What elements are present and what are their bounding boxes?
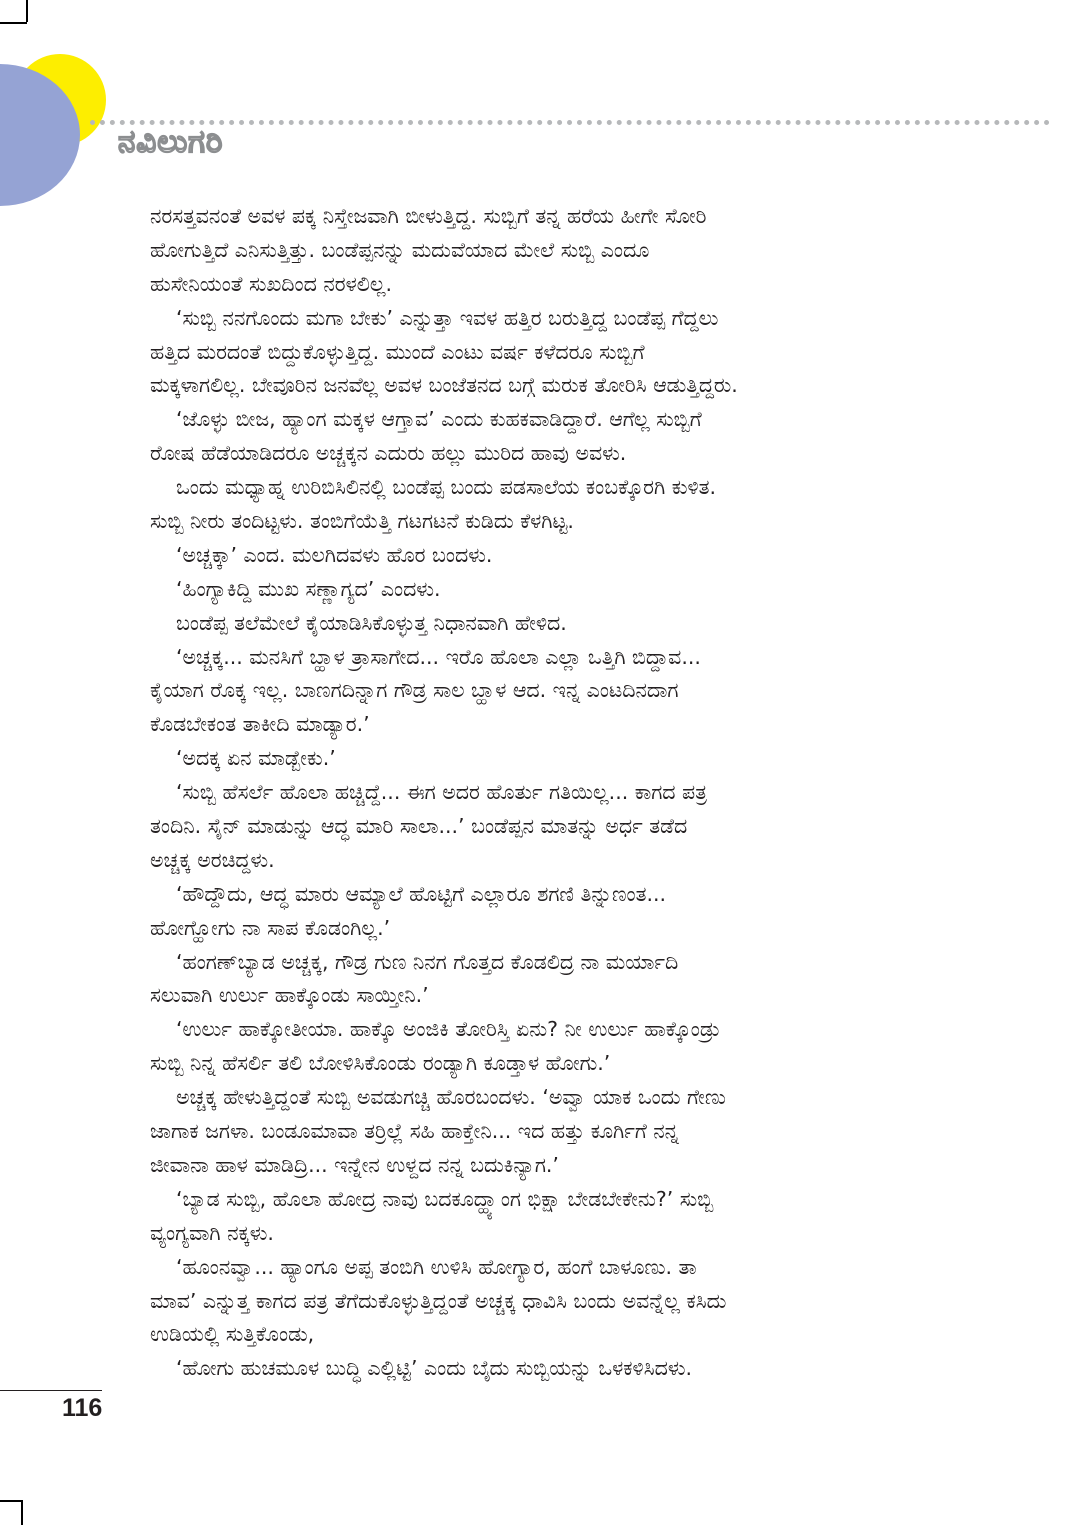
body-line: ಕೈಯಾಗ ರೊಕ್ಕ ಇಲ್ಲ. ಬಾಣಗದಿನ್ನಾಗ ಗೌಡ್ರ ಸಾಲ ಬ್ಹಾಳ ಆದ. ಇನ್ನ ಎಂಟದಿನದಾಗ — [150, 678, 679, 703]
body-text — [150, 200, 890, 1386]
body-line: ಸುಬ್ಬಿ ನಿನ್ನ ಹೆಸರ್ಲಿ ತಲಿ ಬೋಳಿಸಿಕೊಂಡು ರಂಡ್ಯಾಗಿ ಕೂಡ್ತಾಳ ಹೋಗು.’ — [150, 1051, 611, 1076]
body-line: ವ್ಯಂಗ್ಯವಾಗಿ ನಕ್ಕಳು. — [150, 1220, 274, 1245]
body-line: ‘ಹಿಂಗ್ಯಾಕಿದ್ದಿ ಮುಖ ಸಣ್ಣಾಗ್ಯದ’ ಎಂದಳು. — [176, 576, 441, 601]
header-dotted-rule — [90, 120, 1050, 125]
body-line: ‘ಹಂಗಣ್‌ಬ್ಯಾಡ ಅಚ್ಚಕ್ಕ, ಗೌಡ್ರ ಗುಣ ನಿನಗ ಗೊತ್ತದ ಕೊಡಲಿದ್ರ ನಾ ಮರ್ಯಾದಿ — [176, 949, 679, 974]
body-line: ಜಾಗಾಕ ಜಗಳಾ. ಬಂಡೂಮಾವಾ ತರ್ರಿಲ್ಲೆ ಸಹಿ ಹಾಕ್ತೇನಿ... ಇದ ಹತ್ತು ಕೂರ್ಗಿಗೆ ನನ್ನ — [150, 1119, 679, 1144]
body-line: ಉಡಿಯಲ್ಲಿ ಸುತ್ತಿಕೊಂಡು, — [150, 1322, 315, 1347]
body-line: ‘ಅಚ್ಚಕ್ಕ... ಮನಸಿಗೆ ಬ್ಹಾಳ ತ್ರಾಸಾಗೇದ... ಇರೊ ಹೊಲಾ ಎಲ್ಲಾ ಒತ್ತಿಗಿ ಬಿದ್ದಾವ... — [176, 644, 701, 669]
body-line: ಕೊಡಬೇಕಂತ ತಾಕೀದಿ ಮಾಡ್ಯಾರ.’ — [150, 712, 370, 737]
body-line: ‘ಹೌದ್ದೌದು, ಆದ್ಧ ಮಾರು ಆಮ್ಯಾಲೆ ಹೊಟ್ಟಿಗೆ ಎಲ್ಲಾರೂ ಶಗಣಿ ತಿನ್ನುಣಂತ... — [176, 881, 667, 906]
body-line: ‘ಹೂಂನವ್ವಾ... ಹ್ಯಾಂಗೂ ಅಪ್ಪ ತಂಬಿಗಿ ಉಳಿಸಿ ಹೋಗ್ಯಾರ, ಹಂಗೆ ಬಾಳೂಣು. ತಾ — [176, 1254, 697, 1279]
body-line: ‘ಜೊಳ್ಳು ಬೀಜ, ಹ್ಯಾಂಗ ಮಕ್ಕಳ ಆಗ್ತಾವ’ ಎಂದು ಕುಹಕವಾಡಿದ್ದಾರೆ. ಆಗೆಲ್ಲ ಸುಬ್ಬಿಗೆ — [176, 407, 702, 432]
body-line: ರೋಷ ಹೆಡೆಯಾಡಿದರೂ ಅಚ್ಚಕ್ಕನ ಎದುರು ಹಲ್ಲು ಮುರಿದ ಹಾವು ಅವಳು. — [150, 441, 627, 466]
body-line: ನರಸತ್ತವನಂತೆ ಅವಳ ಪಕ್ಕ ನಿಸ್ತೇಜವಾಗಿ ಬೀಳುತ್ತಿದ್ದ. ಸುಬ್ಬಿಗೆ ತನ್ನ ಹರೆಯ ಹೀಗೇ ಸೋರಿ — [150, 204, 707, 228]
body-line: ಅಚ್ಚಕ್ಕ ಹೇಳುತ್ತಿದ್ದಂತೆ ಸುಬ್ಬಿ ಅವಡುಗಚ್ಚಿ ಹೊರಬಂದಳು. ‘ಅವ್ವಾ ಯಾಕ ಒಂದು ಗೇಣು — [176, 1085, 726, 1110]
body-line: ಹುಸೇನಿಯಂತೆ ಸುಖದಿಂದ ನರಳಲಿಲ್ಲ. — [150, 271, 393, 296]
body-line: ಹತ್ತಿದ ಮರದಂತೆ ಬಿದ್ದುಕೊಳ್ಳುತ್ತಿದ್ದ. ಮುಂದೆ ಎಂಟು ವರ್ಷ ಕಳೆದರೂ ಸುಬ್ಬಿಗೆ — [150, 339, 645, 364]
body-line: ‘ಸುಬ್ಬಿ ನನಗೊಂದು ಮಗಾ ಬೇಕು’ ಎನ್ನುತ್ತಾ ಇವಳ ಹತ್ತಿರ ಬರುತ್ತಿದ್ದ ಬಂಡೆಪ್ಪ ಗೆದ್ದಲು — [176, 305, 719, 330]
page-number-rule — [0, 1390, 102, 1391]
body-line: ‘ಸುಬ್ಬಿ ಹೆಸರ್ಲೆ ಹೊಲಾ ಹಚ್ಚಿದ್ದೆ... ಈಗ ಅದರ ಹೊರ್ತು ಗತಿಯಿಲ್ಲ... ಕಾಗದ ಪತ್ರ — [176, 780, 707, 805]
crop-mark-bottom-left-horizontal — [0, 1500, 22, 1502]
body-line: ಮಕ್ಕಳಾಗಲಿಲ್ಲ. ಬೇವೂರಿನ ಜನವೆಲ್ಲ ಅವಳ ಬಂಜೆತನದ ಬಗ್ಗೆ ಮರುಕ ತೋರಿಸಿ ಆಡುತ್ತಿದ್ದರು. — [150, 373, 738, 398]
body-line: ಮಾವ’ ಎನ್ನುತ್ತ ಕಾಗದ ಪತ್ರ ತೆಗೆದುಕೊಳ್ಳುತ್ತಿದ್ದಂತೆ ಅಚ್ಚಕ್ಕ ಧಾವಿಸಿ ಬಂದು ಅವನ್ನೆಲ್ಲ ಕಸಿದು — [150, 1288, 727, 1313]
body-line: ಅಚ್ಚಕ್ಕ ಅರಚಿದ್ದಳು. — [150, 847, 275, 872]
body-line: ‘ಬ್ಯಾಡ ಸುಬ್ಬಿ, ಹೊಲಾ ಹೋದ್ರ ನಾವು ಬದಕೂದ್ಹ್ಯಾಂಗ ಭಿಕ್ಷಾ ಬೇಡಬೇಕೇನು?’ ಸುಬ್ಬಿ — [176, 1186, 714, 1211]
body-line: ‘ಅಚ್ಚಕ್ಕಾ’ ಎಂದ. ಮಲಗಿದವಳು ಹೊರ ಬಂದಳು. — [176, 542, 493, 567]
body-line: ‘ಅದಕ್ಕ ಏನ ಮಾಡ್ಬೇಕು.’ — [176, 746, 336, 771]
body-line: ಹೋಗ್ಹೋಗು ನಾ ಸಾಪ ಕೊಡಂಗಿಲ್ಲ.’ — [150, 915, 391, 940]
crop-mark-bottom-left-vertical — [21, 1500, 23, 1525]
body-line: ‘ಹೋಗು ಹುಚಮೂಳ ಬುದ್ಧಿ ಎಲ್ಲಿಟ್ಟಿ’ ಎಂದು ಬೈದು ಸುಬ್ಬಿಯನ್ನು ಒಳಕಳಿಸಿದಳು. — [176, 1356, 692, 1381]
body-line: ತಂದಿನಿ. ಸೈನ್ ಮಾಡುನ್ನು ಆದ್ಧ ಮಾರಿ ಸಾಲಾ...’ ಬಂಡೆಪ್ಪನ ಮಾತನ್ನು ಅರ್ಧ ತಡೆದ — [150, 814, 688, 839]
body-line: ಜೀವಾನಾ ಹಾಳ ಮಾಡಿದ್ರಿ... ಇನ್ನೇನ ಉಳ್ದದ ನನ್ನ ಬದುಕಿನ್ಯಾಗ.’ — [150, 1152, 559, 1177]
body-line: ಹೋಗುತ್ತಿದೆ ಎನಿಸುತ್ತಿತ್ತು. ಬಂಡೆಪ್ಪನನ್ನು ಮದುವೆಯಾದ ಮೇಲೆ ಸುಬ್ಬಿ ಎಂದೂ — [150, 237, 650, 262]
crop-mark-top-left-horizontal — [0, 22, 27, 24]
body-line: ‘ಉರ್ಲು ಹಾಕ್ಕೋತೀಯಾ. ಹಾಕ್ಕೊ ಅಂಜಿಕಿ ತೋರಿಸ್ತಿ ಏನು? ನೀ ಉರ್ಲು ಹಾಕ್ಕೊಂಡ್ರು — [176, 1017, 721, 1042]
body-line: ಬಂಡೆಪ್ಪ ತಲೆಮೇಲೆ ಕೈಯಾಡಿಸಿಕೊಳ್ಳುತ್ತ ನಿಧಾನವಾಗಿ ಹೇಳಿದ. — [176, 610, 567, 635]
crop-mark-top-left-vertical — [26, 0, 28, 22]
page-number: 116 — [62, 1394, 103, 1422]
body-line: ಸುಬ್ಬಿ ನೀರು ತಂದಿಟ್ಟಳು. ತಂಬಿಗೆಯೆತ್ತಿ ಗಟಗಟನೆ ಕುಡಿದು ಕೆಳಗಿಟ್ಟ. — [150, 509, 574, 534]
body-line: ಒಂದು ಮಧ್ಯಾಹ್ನ ಉರಿಬಿಸಿಲಿನಲ್ಲಿ ಬಂಡೆಪ್ಪ ಬಂದು ಪಡಸಾಲೆಯ ಕಂಬಕ್ಕೊರಗಿ ಕುಳಿತ. — [176, 475, 717, 500]
running-header-title: ನವಿಲುಗರಿ — [118, 124, 224, 160]
body-line: ಸಲುವಾಗಿ ಉರ್ಲು ಹಾಕ್ಕೊಂಡು ಸಾಯ್ತೀನಿ.’ — [150, 983, 429, 1008]
